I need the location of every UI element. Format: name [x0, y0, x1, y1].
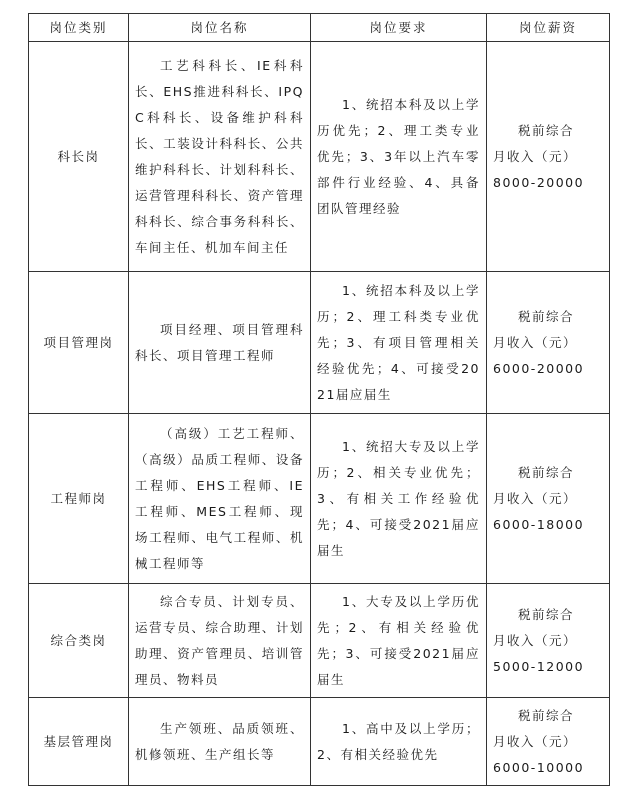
row-position-names: （高级）工艺工程师、（高级）品质工程师、设备工程师、EHS工程师、IE工程师、MES工程师、现场工程师、电气工程师、机械工程师等 — [129, 414, 311, 584]
salary-label: 税前综合 — [518, 707, 575, 723]
row-requirements: 1、统招本科及以上学历；2、理工科类专业优先；3、有项目管理相关经验优先；4、可接受2021届应届生 — [311, 272, 487, 414]
salary-range: 5000-12000 — [493, 658, 585, 674]
header-requirement: 岗位要求 — [311, 14, 487, 42]
salary-range: 6000-18000 — [493, 516, 585, 532]
salary-label: 月收入（元） — [493, 632, 578, 648]
row-salary — [487, 414, 610, 584]
salary-range: 6000-10000 — [493, 759, 585, 775]
row-position-names: 综合专员、计划专员、运营专员、综合助理、计划助理、资产管理员、培训管理员、物料员 — [129, 584, 311, 698]
salary-range: 6000-20000 — [493, 360, 585, 376]
job-table — [28, 13, 610, 786]
salary-range: 8000-20000 — [493, 174, 585, 190]
table-row — [29, 414, 610, 584]
table-row — [29, 584, 610, 698]
row-category: 科长岗 — [29, 42, 129, 272]
salary-label: 月收入（元） — [493, 148, 578, 164]
row-requirements: 1、统招本科及以上学历优先；2、理工类专业优先；3、3年以上汽车零部件行业经验、4、具备团队管理经验 — [311, 42, 487, 272]
row-requirements: 1、统招大专及以上学历；2、相关专业优先；3、有相关工作经验优先；4、可接受2021届应届生 — [311, 414, 487, 584]
salary-label: 月收入（元） — [493, 334, 578, 350]
table-row — [29, 272, 610, 414]
header-name: 岗位名称 — [129, 14, 311, 42]
row-category: 综合类岗 — [29, 584, 129, 698]
salary-label: 税前综合 — [518, 464, 575, 480]
salary-label: 税前综合 — [518, 308, 575, 324]
row-salary — [487, 272, 610, 414]
salary-label: 税前综合 — [518, 606, 575, 622]
row-position-names: 项目经理、项目管理科科长、项目管理工程师 — [129, 272, 311, 414]
row-position-names: 生产领班、品质领班、机修领班、生产组长等 — [129, 698, 311, 786]
row-category: 基层管理岗 — [29, 698, 129, 786]
row-position-names: 工艺科科长、IE科科长、EHS推进科科长、IPQC科科长、设备维护科科长、工装设计科科长、公共维护科科长、计划科科长、运营管理科科长、资产管理科科长、综合事务科科长、车间主任、机加车间主任 — [129, 42, 311, 272]
row-category: 项目管理岗 — [29, 272, 129, 414]
header-salary: 岗位薪资 — [487, 14, 610, 42]
salary-label: 税前综合 — [518, 122, 575, 138]
salary-label: 月收入（元） — [493, 490, 578, 506]
row-category: 工程师岗 — [29, 414, 129, 584]
salary-label: 月收入（元） — [493, 733, 578, 749]
row-salary — [487, 698, 610, 786]
header-category: 岗位类别 — [29, 14, 129, 42]
row-salary — [487, 42, 610, 272]
header-row — [29, 14, 610, 42]
row-requirements: 1、大专及以上学历优先；2、有相关经验优先；3、可接受2021届应届生 — [311, 584, 487, 698]
row-salary — [487, 584, 610, 698]
table-row — [29, 42, 610, 272]
row-requirements: 1、高中及以上学历；2、有相关经验优先 — [311, 698, 487, 786]
table-row — [29, 698, 610, 786]
